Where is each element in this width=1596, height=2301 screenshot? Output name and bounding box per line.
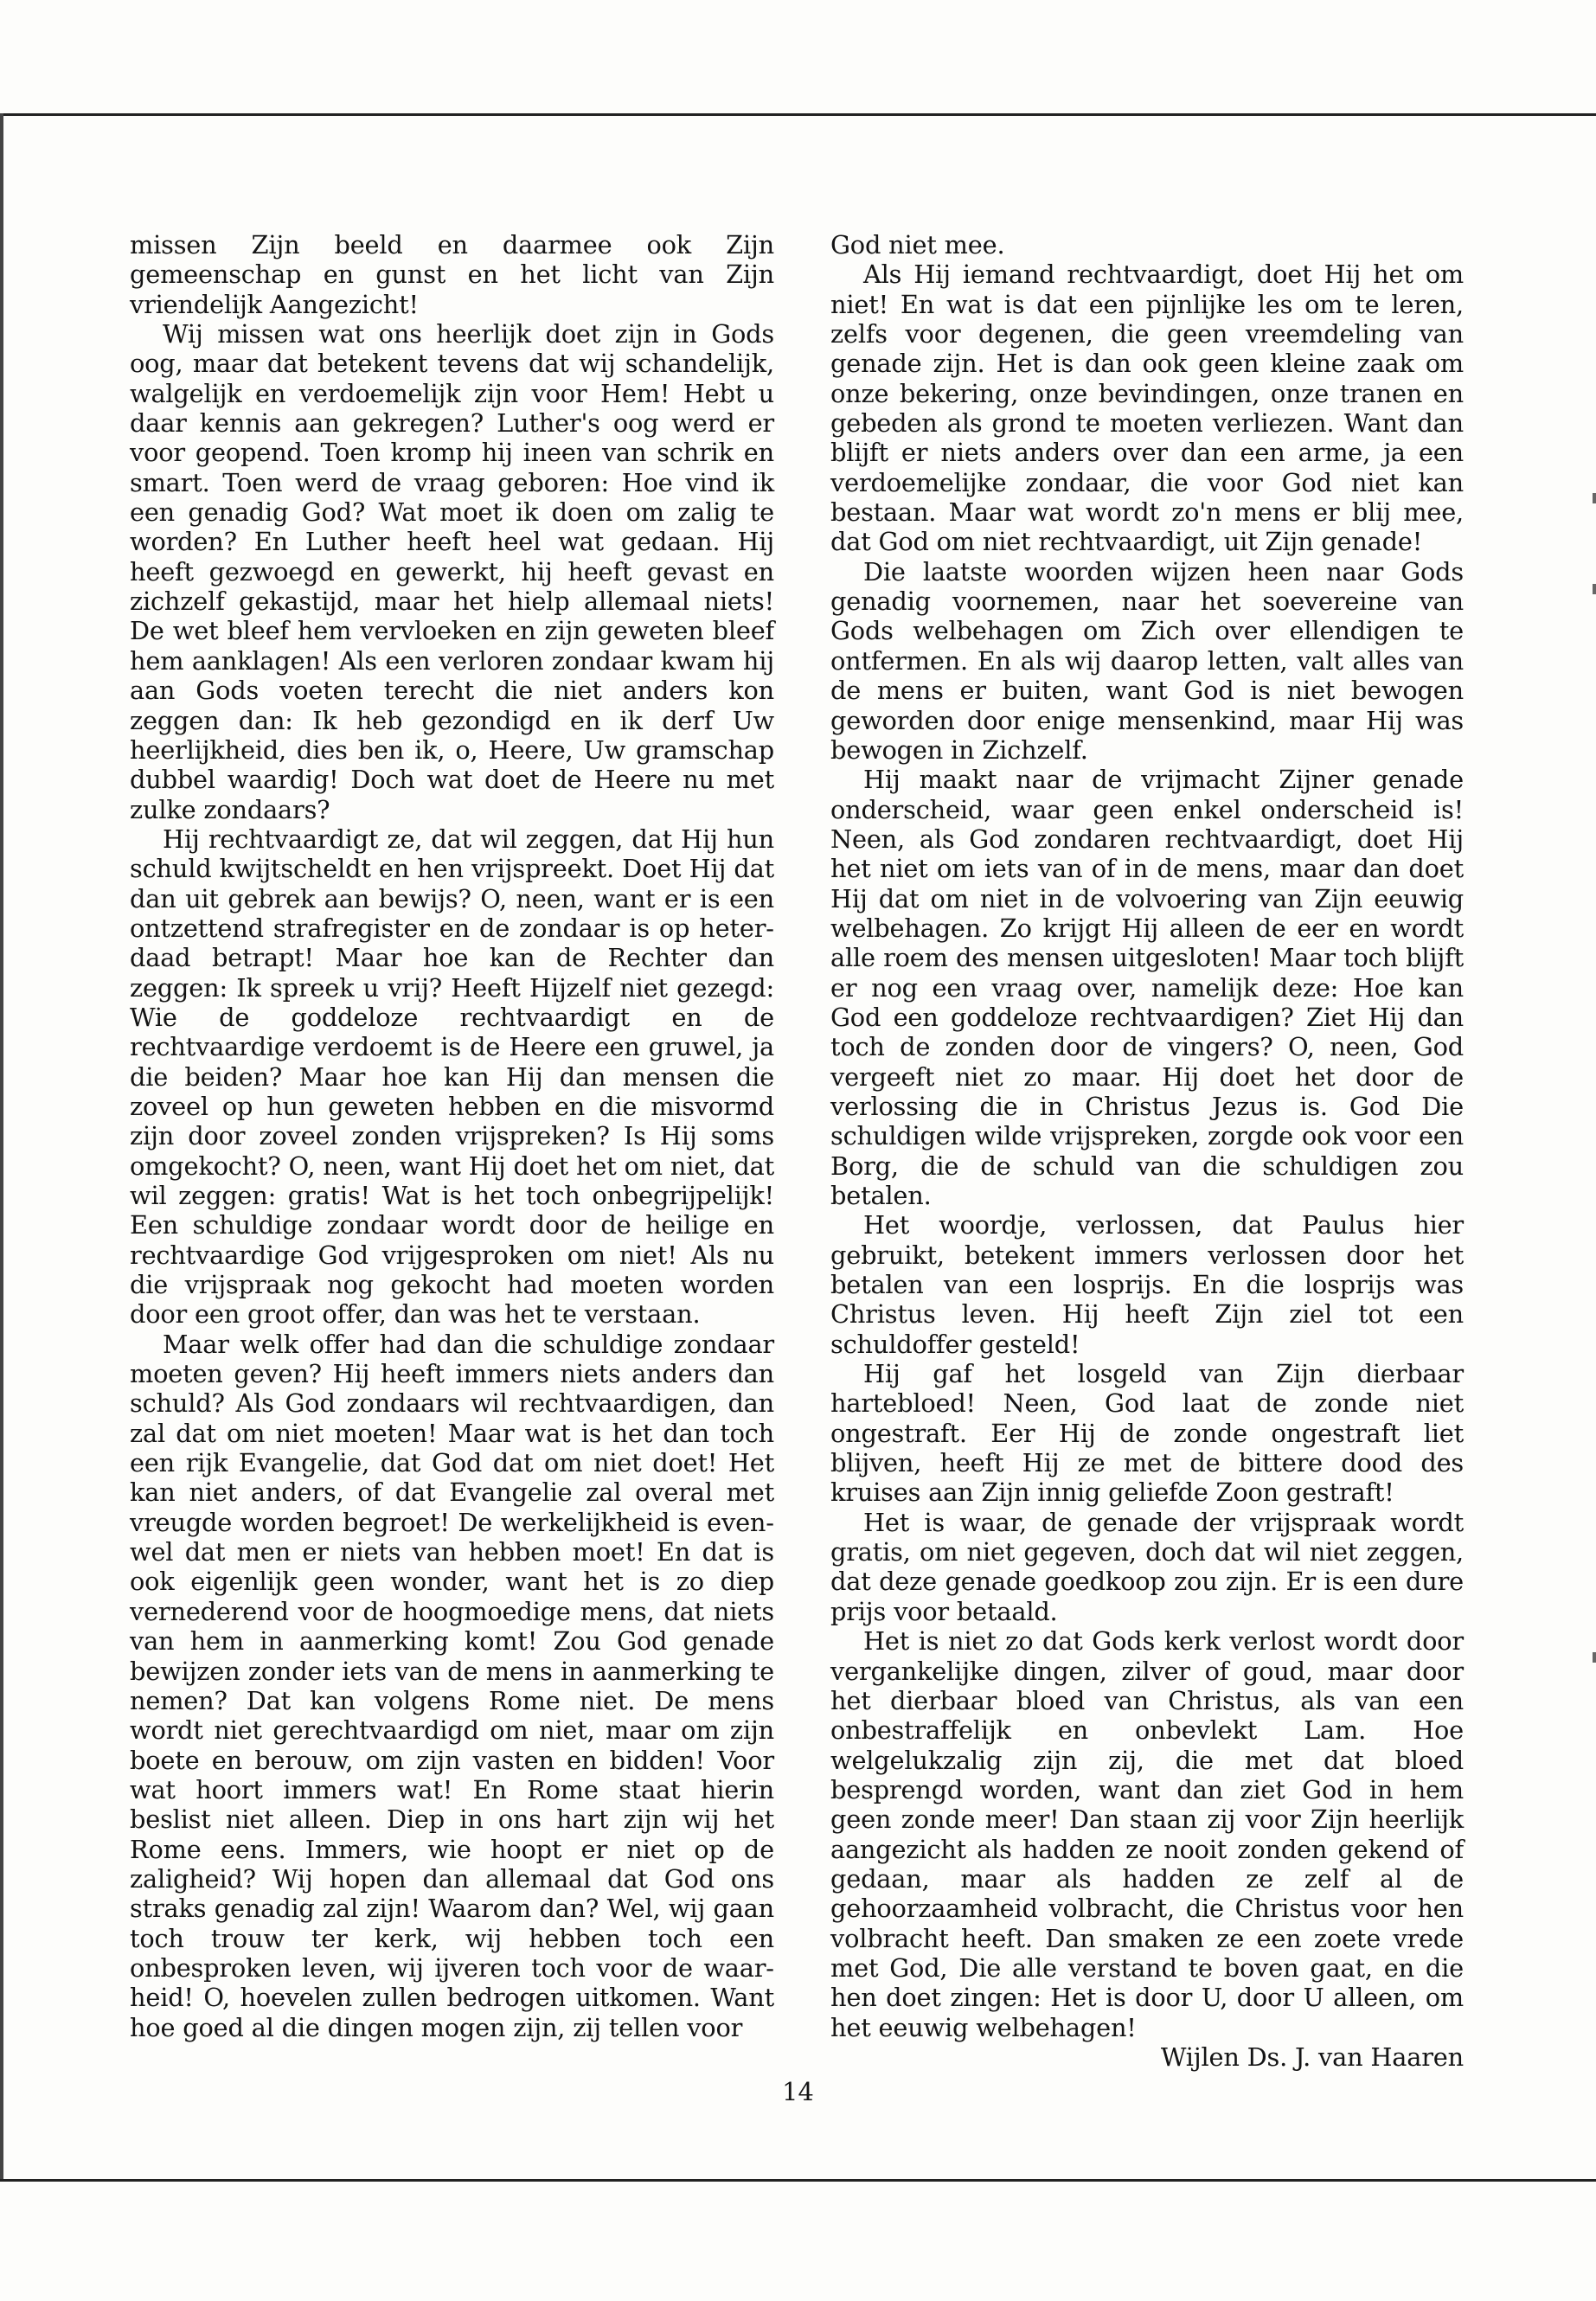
page-number: 14: [782, 2077, 814, 2106]
paragraph: Het woordje, verlossen, dat Paulus hier gebruikt, betekent immers verlossen door het betalen van een losprijs. En die losprijs was Christus leven. Hij heeft Zijn ziel tot een schuldoffer gesteld!: [830, 1210, 1464, 1359]
scan-edge-top: [0, 113, 1596, 116]
margin-mark: [1593, 584, 1596, 594]
margin-mark: [1593, 1652, 1596, 1663]
paragraph: missen Zijn beeld en daarmee ook Zijn gemeenschap en gunst en het licht van Zijn vriendelijk Aangezicht!: [130, 230, 774, 319]
paragraph: Als Hij iemand rechtvaardigt, doet Hij het om niet! En wat is dat een pijnlijke les om te leren, zelfs voor degenen, die geen vreemdeling van genade zijn. Het is dan ook geen kleine zaak om onze bekering, onze bevindingen, onze tranen en gebeden als grond te moeten verliezen. Want dan blijft er niets anders over dan een arme, ja een verdoemelijke zondaar, die voor God niet kan bestaan. Maar wat wordt zo'n mens er blij mee, dat God om niet rechtvaardigt, uit Zijn genade!: [830, 260, 1464, 557]
scan-edge-left: [0, 113, 3, 2181]
scan-edge-bottom: [0, 2179, 1596, 2182]
paragraph: Maar welk offer had dan die schuldige zondaar moeten geven? Hij heeft immers niets anders dan schuld? Als God zondaars wil rechtvaardigen, dan zal dat om niet moeten! Maar wat is het dan toch een rijk Evangelie, dat God dat om niet doet! Het kan niet anders, of dat Evangelie zal overal met vreugde worden begroet! De werkelijkheid is evenwel dat men er niets van hebben moet! En dat is ook eigenlijk geen wonder, want het is zo diep vernederend voor de hoogmoedige mens, dat niets van hem in aanmerking komt! Zou God genade bewijzen zonder iets van de mens in aanmerking te nemen? Dat kan volgens Rome niet. De mens wordt niet gerechtvaardigd om niet, maar om zijn boete en berouw, om zijn vasten en bidden! Voor wat hoort immers wat! En Rome staat hierin beslist niet alleen. Diep in ons hart zijn wij het Rome eens. Immers, wie hoopt er niet op de zaligheid? Wij hopen dan allemaal dat God ons straks genadig zal zijn! Waarom dan? Wel, wij gaan toch trouw ter kerk, wij hebben toch een onbesproken leven, wij ijveren toch voor de waarheid! O, hoevelen zullen bedrogen uitkomen. Want hoe goed al die dingen mogen zijn, zij tellen voor: [130, 1329, 774, 2042]
margin-mark: [1593, 493, 1596, 503]
author-signature: Wijlen Ds. J. van Haaren: [1160, 2041, 1464, 2072]
left-column: [130, 230, 774, 2042]
paragraph: God niet mee.: [830, 230, 1005, 260]
paragraph: Het is waar, de genade der vrijspraak wordt gratis, om niet gegeven, doch dat wil niet zeggen, dat deze genade goedkoop zou zijn. Er is een dure prijs voor betaald.: [830, 1507, 1464, 1626]
paragraph: Hij maakt naar de vrijmacht Zijner genade onderscheid, waar geen enkel onderscheid is! Neen, als God zondaren rechtvaardigt, doet Hij het niet om iets van of in de mens, maar dan doet Hij dat om niet in de volvoering van Zijn eeuwig welbehagen. Zo krijgt Hij alleen de eer en wordt alle roem des mensen uitgesloten! Maar toch blijft er nog een vraag over, namelijk deze: Hoe kan God een goddeloze rechtvaardigen? Ziet Hij dan toch de zonden door de vingers? O, neen, God vergeeft niet zo maar. Hij doet het door de verlossing die in Christus Jezus is. God Die schuldigen wilde vrijspreken, zorgde ook voor een Borg, die de schuld van die schuldigen zou betalen.: [830, 765, 1464, 1210]
paragraph: Wij missen wat ons heerlijk doet zijn in Gods oog, maar dat betekent tevens dat wij schandelijk, walgelijk en verdoemelijk zijn voor Hem! Hebt u daar kennis aan gekregen? Luther's oog werd er voor geopend. Toen kromp hij ineen van schrik en smart. Toen werd de vraag geboren: Hoe vind ik een genadig God? Wat moet ik doen om zalig te worden? En Luther heeft heel wat gedaan. Hij heeft gezwoegd en gewerkt, hij heeft gevast en zichzelf gekastijd, maar het hielp allemaal niets! De wet bleef hem vervloeken en zijn geweten bleef hem aanklagen! Als een verloren zondaar kwam hij aan Gods voeten terecht die niet anders kon zeggen dan: Ik heb gezondigd en ik derf Uw heerlijkheid, dies ben ik, o, Heere, Uw gramschap dubbel waardig! Doch wat doet de Heere nu met zulke zondaars?: [130, 319, 774, 824]
paragraph: Die laatste woorden wijzen heen naar Gods genadig voornemen, naar het soevereine van Gods welbehagen om Zich over ellendigen te ontfermen. En als wij daarop letten, valt alles van de mens er buiten, want God is niet bewogen geworden door enige mensenkind, maar Hij was bewogen in Zichzelf.: [830, 556, 1464, 765]
paragraph: Hij gaf het losgeld van Zijn dierbaar hartebloed! Neen, God laat de zonde niet ongestraft. Eer Hij de zonde ongestraft liet blijven, heeft Hij ze met de bittere dood des kruises aan Zijn innig geliefde Zoon gestraft!: [830, 1359, 1464, 1508]
paragraph: Hij rechtvaardigt ze, dat wil zeggen, dat Hij hun schuld kwijtscheldt en hen vrijspreekt. Doet Hij dat dan uit gebrek aan bewijs? O, neen, want er is een ontzettend strafregister en de zondaar is op heterdaad betrapt! Maar hoe kan de Rechter dan zeggen: Ik spreek u vrij? Heeft Hijzelf niet gezegd: Wie de goddeloze rechtvaardigt en de rechtvaardige verdoemt is de Heere een gruwel, ja die beiden? Maar hoe kan Hij dan mensen die zoveel op hun geweten hebben en die misvormd zijn door zoveel zonden vrijspreken? Is Hij soms omgekocht? O, neen, want Hij doet het om niet, dat wil zeggen: gratis! Wat is het toch onbegrijpelijk! Een schuldige zondaar wordt door de heilige en rechtvaardige God vrijgesproken om niet! Als nu die vrijspraak nog gekocht had moeten worden door een groot offer, dan was het te verstaan.: [130, 824, 774, 1330]
right-column: [830, 230, 1464, 2072]
paragraph: Het is niet zo dat Gods kerk verlost wordt door vergankelijke dingen, zilver of goud, maar door het dierbaar bloed van Christus, als van een onbestraffelijk en onbevlekt Lam. Hoe welgelukzalig zijn zij, die met dat bloed besprengd worden, want dan ziet God in hem geen zonde meer! Dan staan zij voor Zijn heerlijk aangezicht als hadden ze nooit zonden gekend of gedaan, maar als hadden ze zelf al de gehoorzaamheid volbracht, die Christus voor hen volbracht heeft. Dan smaken ze een zoete vrede met God, Die alle verstand te boven gaat, en die hen doet zingen: Het is door U, door U alleen, om het eeuwig welbehagen!: [830, 1626, 1464, 2042]
